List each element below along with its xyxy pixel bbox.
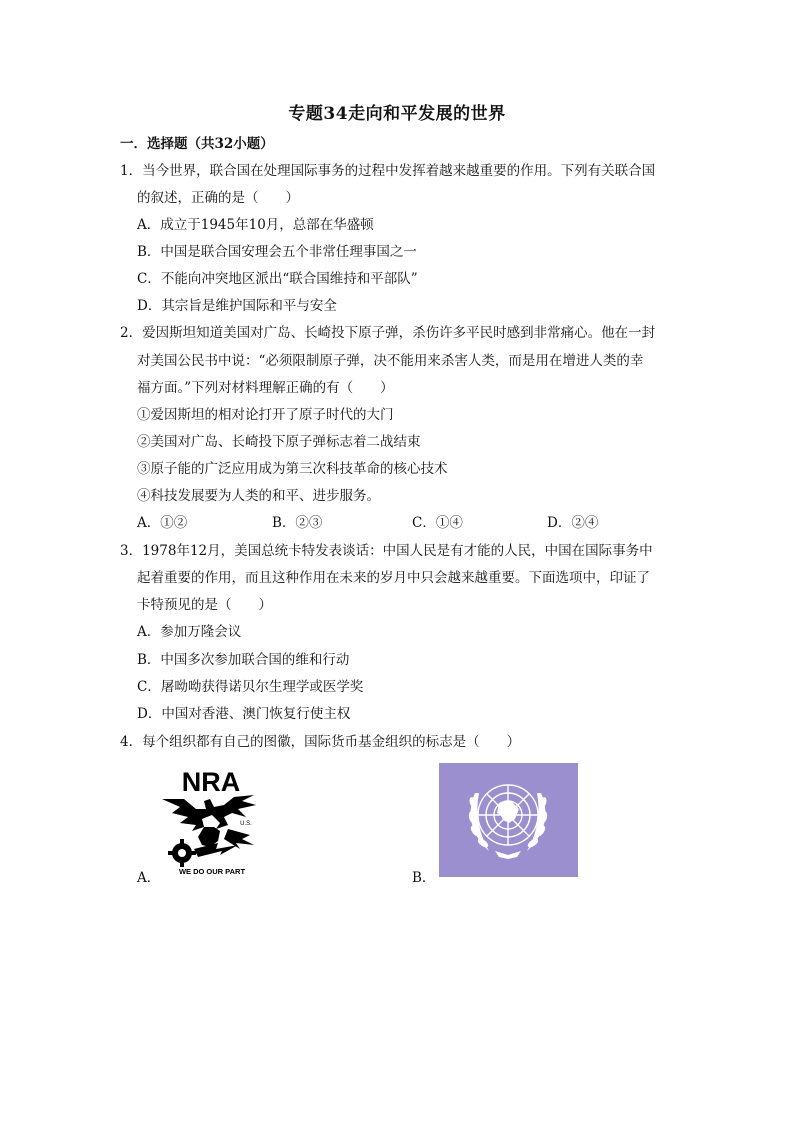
page-title: 专题34走向和平发展的世界 [288, 104, 506, 124]
question-1-text-line-2: 的叙述，正确的是（ ） [137, 190, 299, 206]
question-3-option-b[interactable]: B．中国多次参加联合国的维和行动 [137, 652, 350, 668]
question-2-option-d[interactable]: D．②④ [547, 515, 599, 531]
question-2-item-1: ①爱因斯坦的相对论打开了原子时代的大门 [137, 407, 394, 423]
question-2-item-3: ③原子能的广泛应用成为第三次科技革命的核心技术 [137, 461, 448, 477]
question-2-option-b[interactable]: B．②③ [272, 515, 323, 531]
question-3-option-a[interactable]: A．参加万隆会议 [137, 624, 242, 640]
nra-eagle-logo-icon[interactable] [158, 765, 264, 877]
question-4-option-b-label[interactable]: B． [412, 870, 436, 886]
question-2-item-4: ④科技发展要为人类的和平、进步服务。 [137, 488, 380, 504]
question-1-text-line-1: 1．当今世界，联合国在处理国际事务的过程中发挥着越来越重要的作用。下列有关联合国 [120, 163, 656, 179]
question-4-option-a-label[interactable]: A． [137, 870, 161, 886]
un-emblem-logo-icon[interactable] [439, 763, 578, 877]
question-1-option-a[interactable]: A．成立于1945年10月，总部在华盛顿 [137, 217, 374, 233]
nra-logo-text: NRA [181, 767, 241, 797]
question-3-text-line-3: 卡特预见的是（ ） [137, 597, 272, 613]
question-3-text-line-2: 起着重要的作用，而且这种作用在未来的岁月中只会越来越重要。下面选项中，印证了 [137, 570, 650, 586]
question-4-text-line-1: 4．每个组织都有自己的图徽，国际货币基金组织的标志是（ ） [120, 734, 521, 750]
question-2-text-line-1: 2．爱因斯坦知道美国对广岛、长崎投下原子弹，杀伤许多平民时感到非常痛心。他在一封 [120, 325, 656, 341]
question-2-item-2: ②美国对广岛、长崎投下原子弹标志着二战结束 [137, 434, 421, 450]
question-1-option-d[interactable]: D．其宗旨是维护国际和平与安全 [137, 298, 337, 314]
question-2-option-a[interactable]: A．①② [137, 515, 188, 531]
question-3-option-c[interactable]: C．屠呦呦获得诺贝尔生理学或医学奖 [137, 679, 364, 695]
question-2-text-line-3: 福方面。”下列对材料理解正确的有（ ） [137, 380, 394, 396]
question-3-option-d[interactable]: D．中国对香港、澳门恢复行使主权 [137, 706, 351, 722]
question-2-text-line-2: 对美国公民书中说：“必须限制原子弹，决不能用来杀害人类，而是用在增进人类的幸 [137, 353, 644, 369]
question-1-option-b[interactable]: B．中国是联合国安理会五个非常任理事国之一 [137, 244, 417, 260]
question-2-option-c[interactable]: C．①④ [412, 515, 463, 531]
question-1-option-c[interactable]: C．不能向冲突地区派出“联合国维持和平部队” [137, 271, 418, 287]
section-heading: 一．选择题（共32小题） [120, 136, 274, 152]
question-3-text-line-1: 3．1978年12月，美国总统卡特发表谈话：中国人民是有才能的人民，中国在国际事务中 [120, 543, 653, 559]
nra-logo-us-text: U.S. [240, 821, 252, 827]
nra-logo-slogan: WE DO OUR PART [178, 867, 246, 876]
